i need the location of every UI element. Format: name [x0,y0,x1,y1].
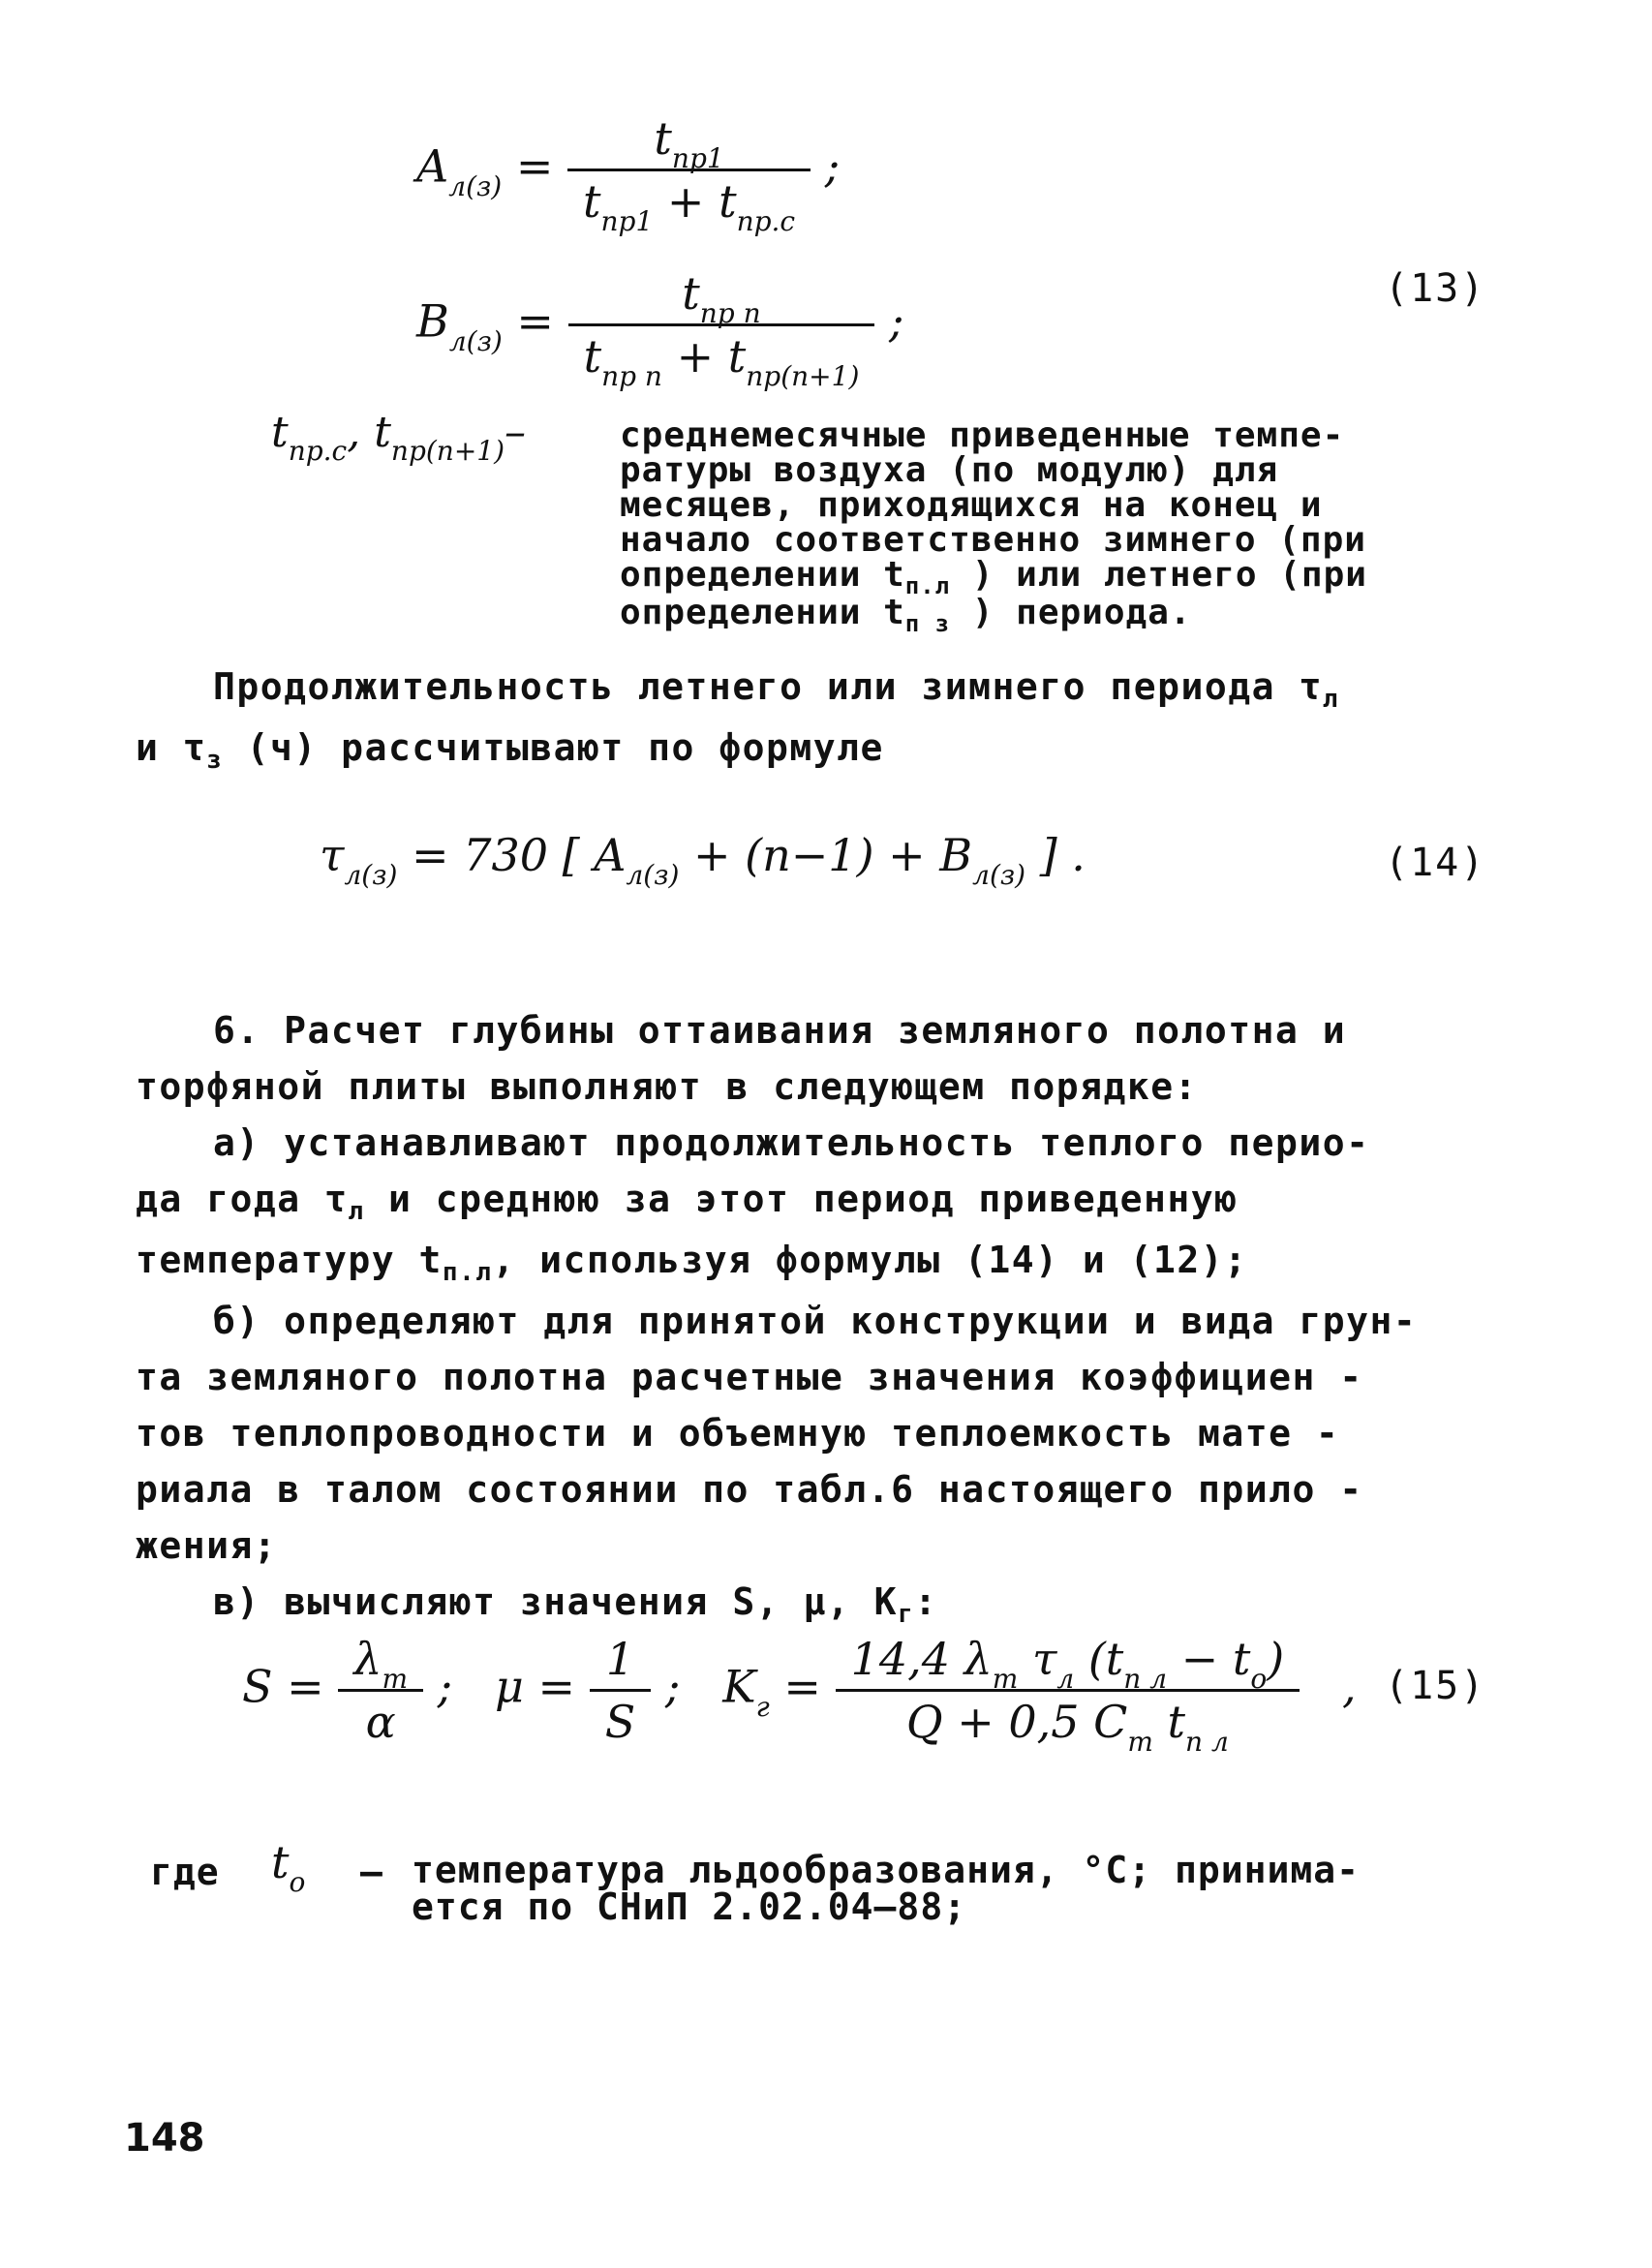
formula-15: S = $\frac{\lambda_т}{\alpha}$ ; μ = $\frac{1}{S}$ ; $K_г$ = $\frac{14,4 \lambda_т \tau_л (t_{п л} - t_o)}{Q + 0,5 C_т t_{п л}}$ , [242,1633,1357,1758]
definition-symbols: $t_{пр.с}$, $t_{пр(n+1)}-$ [271,408,527,467]
where-dash: – [360,1851,383,1893]
where-symbol: $t_o$ [271,1836,306,1898]
fraction-13b: $\frac{t_{пр n}}{t_{пр n} + t_{пр(n+1)}}$ [568,271,875,379]
definition-text: среднемесячные приведенные темпе- ратуры воздуха (по модулю) для месяцев, приходящихся на конец и начало соответственно зимнего (при определении $t_{п.л}$ ) или летнего (при определении $t_{п з}$ ) периода. [620,415,1367,637]
page-number: 148 [124,2116,205,2161]
paragraph-duration: Продолжительность летнего или зимнего периода $\tau_л$ и $\tau_з$ (ч) рассчитывают по формуле [136,665,1339,775]
fraction-s: $\frac{\lambda_т}{\alpha}$ [338,1637,423,1744]
section-6: 6. Расчет глубины оттаивания земляного полотна и торфяной плиты выполняют в следующем порядке: а) устанавливают продолжительность теплого перио- да года $\tau_л$ и среднюю за этот период приведенную температуру $t_{п.л}$, используя формулы (14) и (12); б) определяют для принятой конструкции и вида грун- та земляного полотна расчетные значения коэффициен - тов теплопроводности и объемную теплоемкость мате - риала в талом состоянии по табл.6 настоящего прило - жения; в) вычисляют значения S, μ, $K_г$: [136,1009,1418,1629]
formula-14: $\tau_{л(з)} = 730$ [ $A_{л(з)} + (n-1) + B_{л(з)}$ ] . [320,829,1086,891]
fraction-mu: $\frac{1}{S}$ [590,1637,652,1744]
equation-number-13: (13) [1385,266,1486,311]
formula-13b: $B_{л(з)}$ = $\frac{t_{пр n}}{t_{пр n} + t_{пр(n+1)}}$ ; [416,267,904,392]
where-lead: где [150,1851,220,1893]
fraction-13a: $\frac{t_{пр1}}{t_{пр1} + t_{пр.с}}$ [567,116,811,224]
equation-number-15: (15) [1385,1664,1486,1708]
where-text: температура льдообразования, °C; принима- ется по СНиП 2.02.04–88; [412,1849,1360,1928]
formula-13a: $A_{л(з)}$ = $\frac{t_{пр1}}{t_{пр1} + t_{пр.с}}$ ; [416,112,841,237]
equation-number-14: (14) [1385,841,1486,885]
fraction-k: $\frac{14,4 \lambda_т \tau_л (t_{п л} - t_o)}{Q + 0,5 C_т t_{п л}}$ [836,1637,1300,1744]
